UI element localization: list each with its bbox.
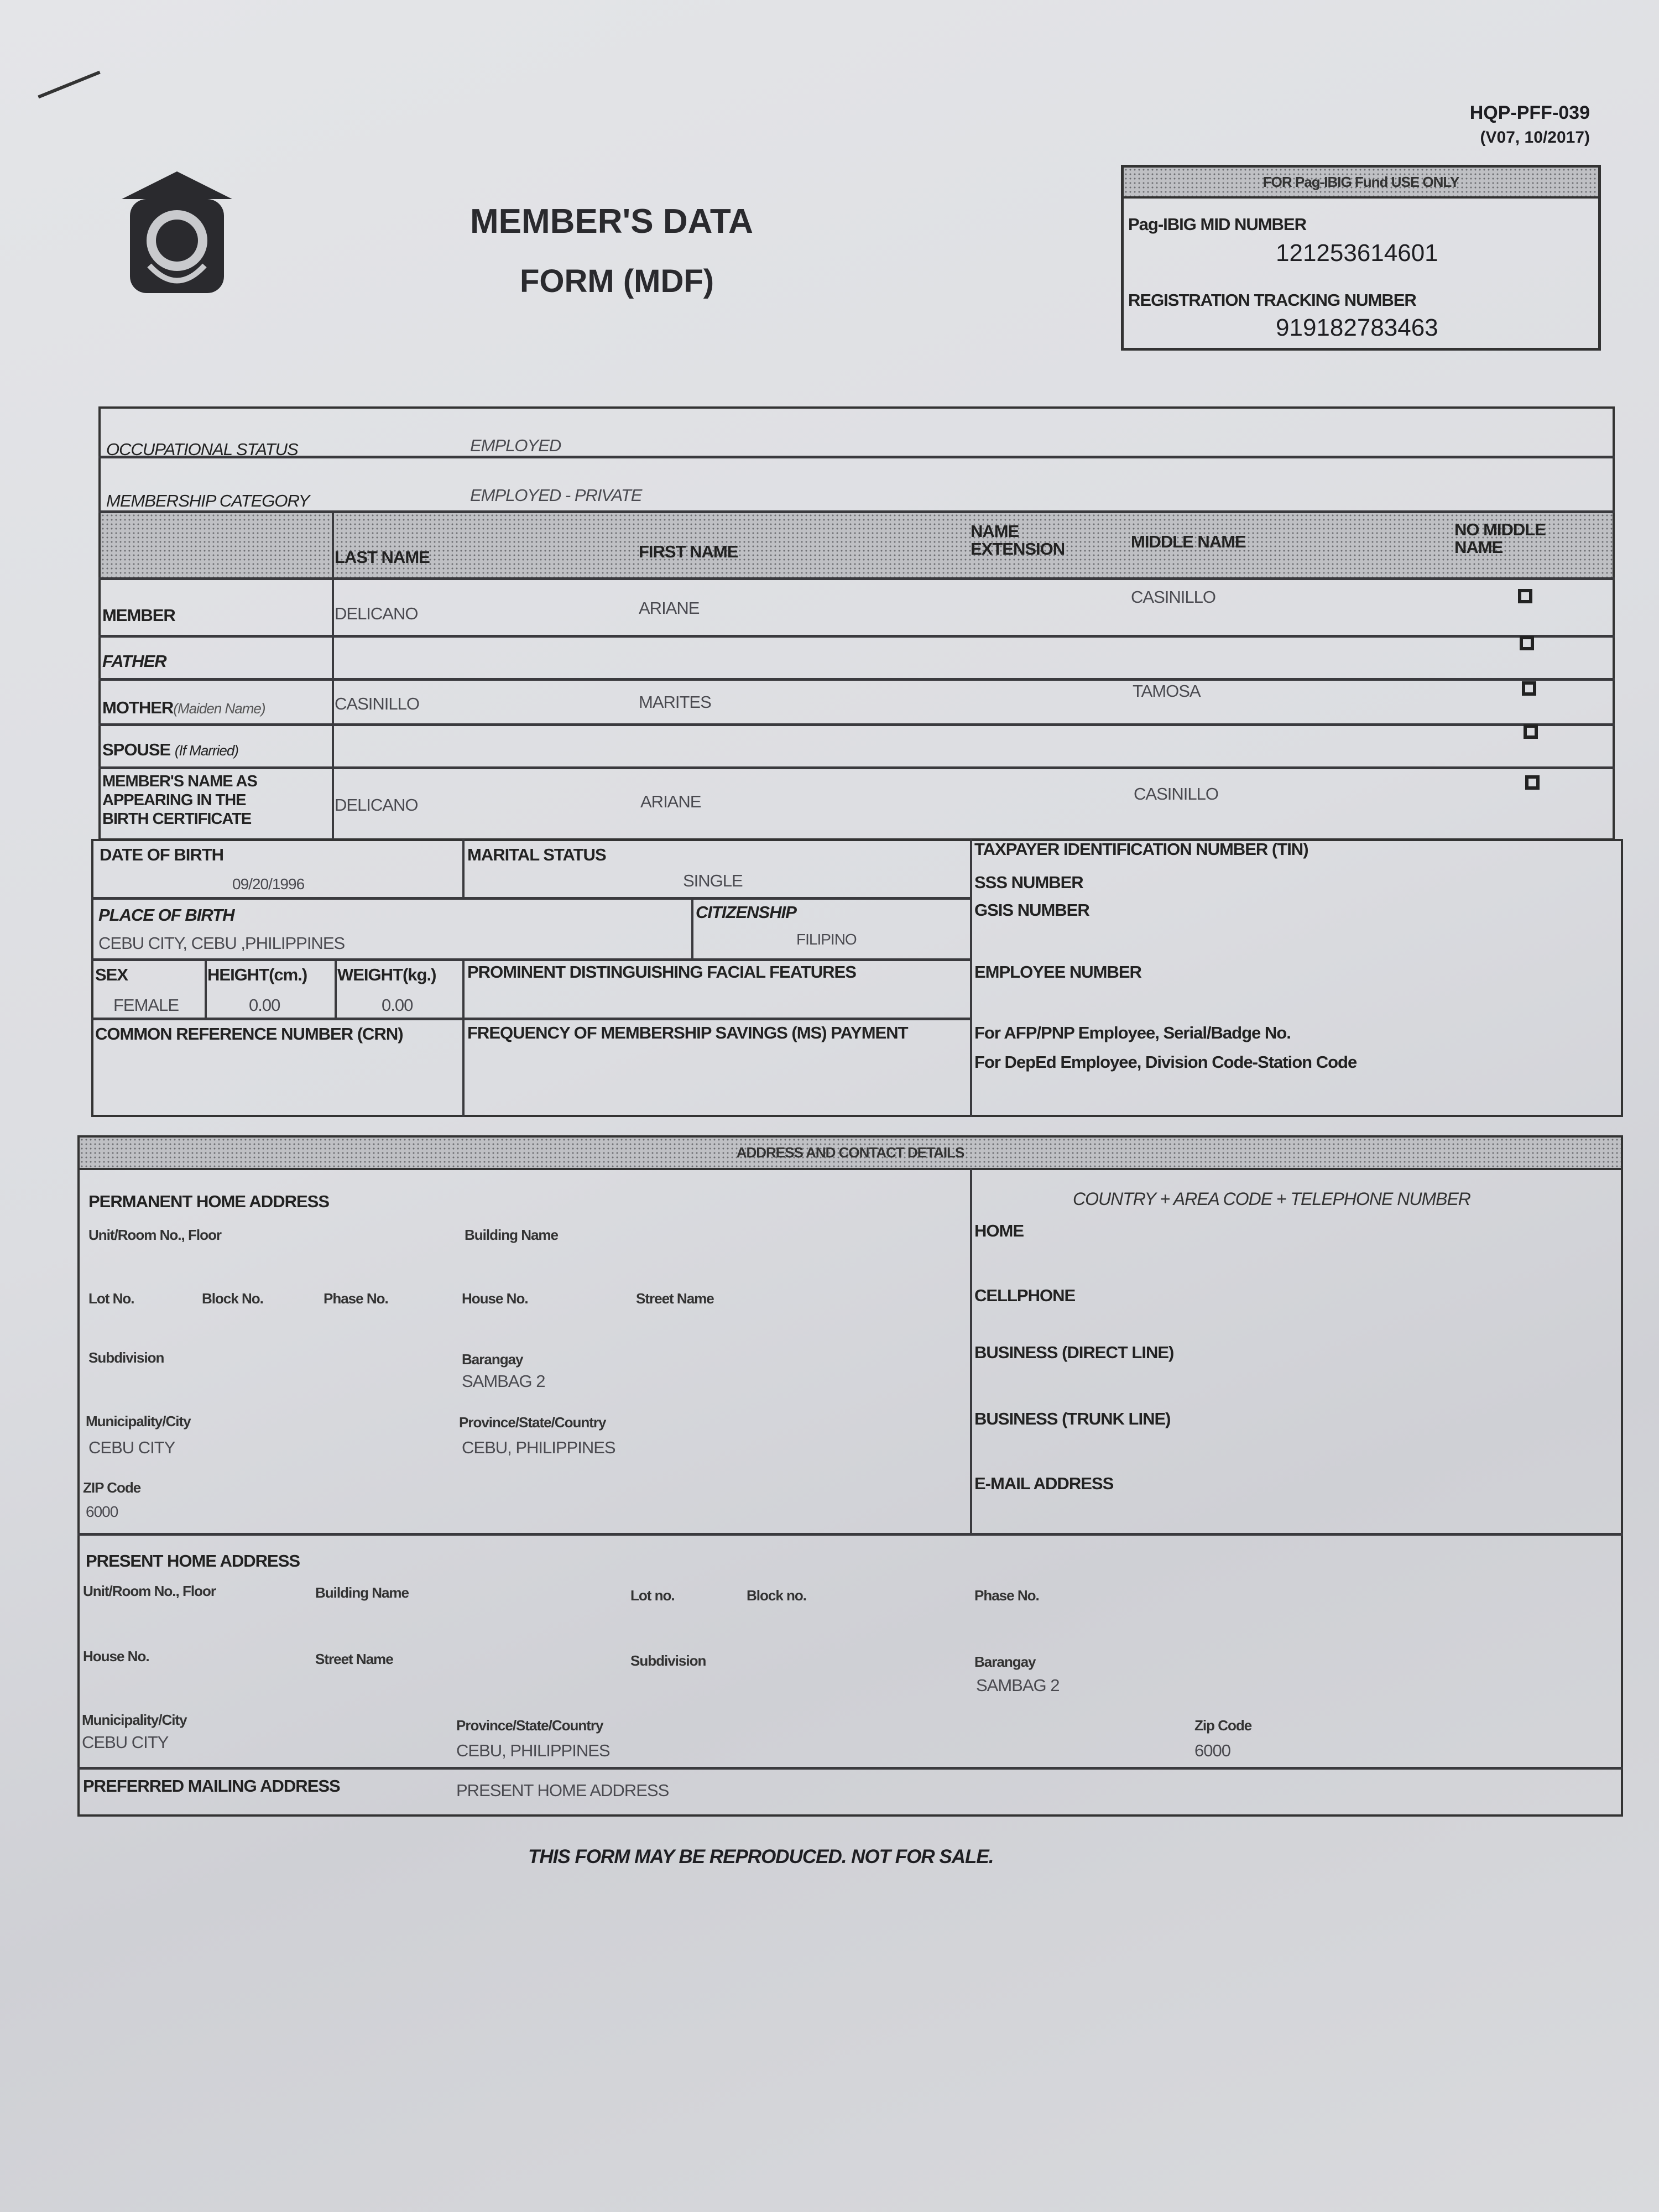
bc-last-name: DELICANO (335, 795, 418, 815)
citizenship-value: FILIPINO (796, 931, 857, 948)
present-address-title: PRESENT HOME ADDRESS (86, 1551, 300, 1571)
member-first-name: ARIANE (639, 598, 700, 618)
personal-details-table (91, 839, 1623, 1117)
sex-label: SEX (95, 965, 128, 984)
names-header-band (101, 513, 1613, 577)
fund-use-header: FOR Pag-IBIG Fund USE ONLY (1124, 168, 1598, 199)
home-phone-label: HOME (974, 1221, 1024, 1240)
pres-house-label: House No. (83, 1648, 149, 1665)
occupational-status-label: OCCUPATIONAL STATUS (106, 440, 298, 459)
pres-unit-label: Unit/Room No., Floor (83, 1583, 216, 1599)
marital-status-label: MARITAL STATUS (467, 845, 606, 864)
tin-label: TAXPAYER IDENTIFICATION NUMBER (TIN) (974, 839, 1308, 859)
facial-features-label: PROMINENT DISTINGUISHING FACIAL FEATURES (467, 962, 856, 982)
perm-unit-label: Unit/Room No., Floor (88, 1227, 221, 1243)
perm-zip-label: ZIP Code (83, 1479, 141, 1496)
membership-category-value: EMPLOYED - PRIVATE (470, 486, 642, 505)
pen-mark (38, 71, 101, 99)
mother-first-name: MARITES (639, 692, 711, 712)
form-subtitle: FORM (MDF) (520, 263, 714, 299)
marital-status-value: SINGLE (683, 871, 743, 890)
perm-street-label: Street Name (636, 1290, 714, 1307)
perm-building-label: Building Name (465, 1227, 559, 1243)
perm-lot-label: Lot No. (88, 1290, 134, 1307)
member-last-name: DELICANO (335, 604, 418, 623)
preferred-mailing-value: PRESENT HOME ADDRESS (456, 1781, 669, 1800)
pob-label: PLACE OF BIRTH (98, 905, 234, 925)
dob-value: 09/20/1996 (232, 875, 305, 893)
no-middle-name-checkbox-father[interactable] (1520, 636, 1534, 650)
no-middle-name-checkbox-bc[interactable] (1525, 775, 1540, 790)
citizenship-label: CITIZENSHIP (696, 902, 796, 922)
mid-value: 121253614601 (1276, 239, 1438, 267)
perm-barangay-value: SAMBAG 2 (462, 1371, 545, 1391)
cellphone-label: CELLPHONE (974, 1286, 1076, 1305)
col-first-name: FIRST NAME (639, 542, 738, 561)
row-label-mother: MOTHER(Maiden Name) (102, 698, 265, 717)
bc-middle-name: CASINILLO (1134, 784, 1218, 804)
row-label-member: MEMBER (102, 606, 175, 625)
perm-block-label: Block No. (202, 1290, 263, 1307)
sex-value: FEMALE (113, 995, 179, 1015)
ms-frequency-label: FREQUENCY OF MEMBERSHIP SAVINGS (MS) PAYMENT (467, 1023, 908, 1042)
deped-label: For DepEd Employee, Division Code-Station Code (974, 1052, 1357, 1072)
form-code: HQP-PFF-039 (1469, 102, 1590, 123)
pres-street-label: Street Name (315, 1651, 393, 1667)
gsis-label: GSIS NUMBER (974, 900, 1089, 920)
perm-city-label: Municipality/City (86, 1413, 191, 1430)
rtn-label: REGISTRATION TRACKING NUMBER (1128, 290, 1416, 310)
no-middle-name-checkbox-member[interactable] (1518, 589, 1532, 603)
height-label: HEIGHT(cm.) (207, 965, 307, 984)
business-trunk-label: BUSINESS (TRUNK LINE) (974, 1409, 1171, 1428)
pres-barangay-value: SAMBAG 2 (976, 1676, 1060, 1695)
pres-barangay-label: Barangay (974, 1653, 1036, 1670)
perm-city-value: CEBU CITY (88, 1438, 175, 1457)
email-label: E-MAIL ADDRESS (974, 1474, 1114, 1493)
pres-building-label: Building Name (315, 1584, 409, 1601)
afp-pnp-label: For AFP/PNP Employee, Serial/Badge No. (974, 1023, 1291, 1042)
perm-house-label: House No. (462, 1290, 528, 1307)
col-last-name: LAST NAME (335, 547, 430, 567)
rtn-value: 919182783463 (1276, 314, 1438, 341)
height-value: 0.00 (249, 995, 280, 1015)
no-middle-name-checkbox-spouse[interactable] (1524, 724, 1538, 739)
row-label-father: FATHER (102, 651, 166, 671)
membership-category-label: MEMBERSHIP CATEGORY (106, 491, 310, 510)
reproduction-notice: THIS FORM MAY BE REPRODUCED. NOT FOR SALE. (528, 1846, 994, 1867)
permanent-address-title: PERMANENT HOME ADDRESS (88, 1192, 329, 1211)
occupational-status-value: EMPLOYED (470, 436, 561, 455)
pob-value: CEBU CITY, CEBU ,PHILIPPINES (98, 933, 345, 953)
member-middle-name: CASINILLO (1131, 587, 1215, 607)
pres-block-label: Block no. (747, 1587, 807, 1604)
perm-subdivision-label: Subdivision (88, 1349, 164, 1366)
pres-phase-label: Phase No. (974, 1587, 1039, 1604)
dob-label: DATE OF BIRTH (100, 845, 224, 864)
fund-use-box (1121, 165, 1601, 351)
weight-value: 0.00 (382, 995, 413, 1015)
row-label-spouse: SPOUSE (If Married) (102, 740, 238, 759)
perm-province-label: Province/State/Country (459, 1414, 606, 1431)
no-middle-name-checkbox-mother[interactable] (1522, 681, 1536, 696)
mid-label: Pag-IBIG MID NUMBER (1128, 215, 1306, 234)
pres-lot-label: Lot no. (630, 1587, 675, 1604)
col-no-middle-name: NO MIDDLE NAME (1454, 520, 1546, 557)
pres-zip-label: Zip Code (1194, 1717, 1252, 1734)
bc-first-name: ARIANE (640, 792, 701, 811)
perm-zip-value: 6000 (86, 1503, 118, 1520)
pres-province-label: Province/State/Country (456, 1717, 603, 1734)
crn-label: COMMON REFERENCE NUMBER (CRN) (95, 1024, 403, 1044)
business-direct-label: BUSINESS (DIRECT LINE) (974, 1343, 1174, 1362)
address-table (77, 1135, 1623, 1817)
mother-middle-name: TAMOSA (1133, 681, 1201, 701)
pagibig-logo (119, 169, 235, 296)
pres-subdivision-label: Subdivision (630, 1652, 706, 1669)
member-info-table (98, 406, 1615, 841)
pres-city-value: CEBU CITY (82, 1733, 169, 1752)
phone-format-hint: COUNTRY + AREA CODE + TELEPHONE NUMBER (1073, 1189, 1470, 1209)
sss-label: SSS NUMBER (974, 873, 1083, 892)
mother-last-name: CASINILLO (335, 694, 419, 713)
col-middle-name: MIDDLE NAME (1131, 532, 1246, 551)
perm-phase-label: Phase No. (324, 1290, 388, 1307)
form-version: (V07, 10/2017) (1480, 128, 1590, 147)
pres-city-label: Municipality/City (82, 1712, 187, 1728)
pres-zip-value: 6000 (1194, 1741, 1230, 1760)
pres-province-value: CEBU, PHILIPPINES (456, 1741, 610, 1760)
form-title: MEMBER'S DATA (470, 202, 753, 241)
perm-province-value: CEBU, PHILIPPINES (462, 1438, 615, 1457)
row-label-birth-certificate: MEMBER'S NAME AS APPEARING IN THE BIRTH CERTIFICATE (102, 773, 257, 828)
weight-label: WEIGHT(kg.) (337, 965, 436, 984)
col-name-extension: NAME EXTENSION (971, 521, 1065, 559)
perm-barangay-label: Barangay (462, 1351, 523, 1368)
preferred-mailing-label: PREFERRED MAILING ADDRESS (83, 1776, 340, 1796)
employee-number-label: EMPLOYEE NUMBER (974, 962, 1141, 982)
address-header-band: ADDRESS AND CONTACT DETAILS (80, 1138, 1621, 1170)
